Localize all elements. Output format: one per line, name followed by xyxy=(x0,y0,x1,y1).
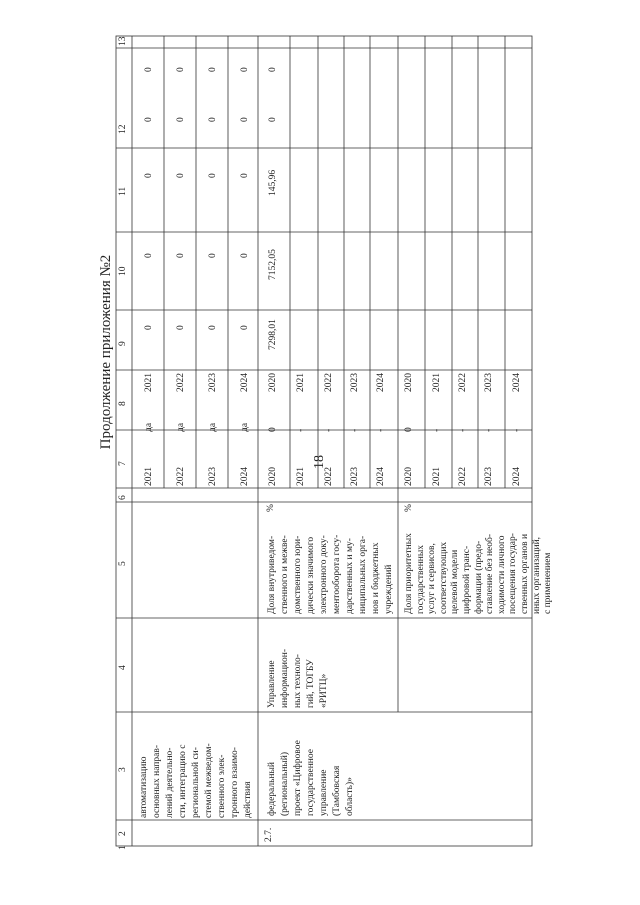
row2-col7: - xyxy=(350,428,360,432)
row1-col13: 0 xyxy=(176,67,186,72)
row3-year8: 2021 xyxy=(432,373,442,392)
col-header-1: 1 xyxy=(118,845,128,850)
row3-year6: 2020 xyxy=(404,467,414,486)
row1-col13: 0 xyxy=(240,67,250,72)
row1-col12: 0 xyxy=(240,117,250,122)
row1-col10: 0 xyxy=(144,253,154,258)
row1-col10: 0 xyxy=(176,253,186,258)
col-header-9: 9 xyxy=(118,341,128,346)
row3-col7: - xyxy=(432,428,442,432)
appendix-caption: Продолжение приложения №2 xyxy=(98,254,114,450)
row2-year6: 2022 xyxy=(324,467,334,486)
row2-number: 2.7. xyxy=(264,827,274,842)
row3-col4: Доля приоритетных государственных услуг и сервисов, соответствующих целевой модели цифровой транс- формации (предо- ставление без необ- ходимости личного посещения государ- ственных органов и иных организаций, с применением xyxy=(404,533,554,614)
row2-col7: - xyxy=(296,428,306,432)
row2-year6: 2023 xyxy=(350,467,360,486)
row3-year6: 2024 xyxy=(512,467,522,486)
row2-year8: 2024 xyxy=(376,373,386,392)
row3-year6: 2022 xyxy=(458,467,468,486)
row2-col4: Доля внутриведом- ственного и межве- домственного юри- дически значимого электронного доку- ментооборота госу- дарственных и му- ниципальных орга- нов и бюджетных учреждений xyxy=(267,534,394,614)
row1-col10: 0 xyxy=(240,253,250,258)
row2-year8: 2021 xyxy=(296,373,306,392)
row3-year8: 2023 xyxy=(484,373,494,392)
row2-year8: 2023 xyxy=(350,373,360,392)
col-header-4: 4 xyxy=(118,665,128,670)
row2-col3: Управление информацион- ных техноло- гий, ТОГБУ «РИТЦ» xyxy=(267,648,329,708)
row3-year6: 2023 xyxy=(484,467,494,486)
row3-col7: - xyxy=(458,428,468,432)
row2-col7: 0 xyxy=(268,427,278,432)
row1-year6: 2022 xyxy=(176,467,186,486)
row2-col13: 0 xyxy=(268,67,278,72)
row1-year8: 2024 xyxy=(240,373,250,392)
row1-col9: 0 xyxy=(208,325,218,330)
row3-year6: 2021 xyxy=(432,467,442,486)
col-header-7: 7 xyxy=(118,461,128,466)
col-header-3: 3 xyxy=(118,767,128,772)
row1-col7: да xyxy=(176,422,186,432)
row2-col7: - xyxy=(324,428,334,432)
row1-col12: 0 xyxy=(144,117,154,122)
col-header-12: 12 xyxy=(118,124,128,134)
row3-year8: 2024 xyxy=(512,373,522,392)
col-header-5: 5 xyxy=(118,561,128,566)
row2-year6: 2020 xyxy=(268,467,278,486)
row1-col11: 0 xyxy=(144,173,154,178)
row3-col7: - xyxy=(512,428,522,432)
col-header-8: 8 xyxy=(118,401,128,406)
row1-col7: да xyxy=(240,422,250,432)
row1-col11: 0 xyxy=(240,173,250,178)
row1-year8: 2023 xyxy=(208,373,218,392)
row1-year6: 2023 xyxy=(208,467,218,486)
col-header-13: 13 xyxy=(118,36,128,46)
row1-year8: 2021 xyxy=(144,373,154,392)
row1-col12: 0 xyxy=(176,117,186,122)
row2-col12: 0 xyxy=(268,117,278,122)
row1-col13: 0 xyxy=(208,67,218,72)
row2-col7: - xyxy=(376,428,386,432)
row3-year8: 2020 xyxy=(404,373,414,392)
row2-unit: % xyxy=(266,504,276,512)
row1-year8: 2022 xyxy=(176,373,186,392)
row1-col9: 0 xyxy=(144,325,154,330)
row1-col12: 0 xyxy=(208,117,218,122)
row2-col10: 7152,05 xyxy=(268,249,278,280)
row1-year6: 2024 xyxy=(240,467,250,486)
col-header-6: 6 xyxy=(118,495,128,500)
row2-col11: 145,96 xyxy=(268,169,278,196)
row3-col7: - xyxy=(484,428,494,432)
row3-col7: 0 xyxy=(404,427,414,432)
row3-unit: % xyxy=(404,504,414,512)
row1-col13: 0 xyxy=(144,67,154,72)
row3-year8: 2022 xyxy=(458,373,468,392)
row1-col11: 0 xyxy=(176,173,186,178)
page-number: 18 xyxy=(312,455,327,469)
row2-col2: федеральный (региональный) проект «Цифровое государственное управление (Тамбовская область)» xyxy=(267,740,355,816)
row2-year6: 2021 xyxy=(296,467,306,486)
row1-col7: да xyxy=(144,422,154,432)
row2-year6: 2024 xyxy=(376,467,386,486)
row2-year8: 2022 xyxy=(324,373,334,392)
col-header-2: 2 xyxy=(118,831,128,836)
row1-col7: да xyxy=(208,422,218,432)
row1-col11: 0 xyxy=(208,173,218,178)
col-header-10: 10 xyxy=(118,266,128,276)
col-header-11: 11 xyxy=(118,186,128,196)
row1-col2: автоматизацию основных направ- лений деятельно- сти, интеграцию с региональной си- стемой межведом- ственного элек- тронного взаимо- действия xyxy=(139,743,253,818)
row1-year6: 2021 xyxy=(144,467,154,486)
row2-year8: 2020 xyxy=(268,373,278,392)
row1-col9: 0 xyxy=(240,325,250,330)
row2-col9: 7298,01 xyxy=(268,319,278,350)
row1-col9: 0 xyxy=(176,325,186,330)
row1-col10: 0 xyxy=(208,253,218,258)
